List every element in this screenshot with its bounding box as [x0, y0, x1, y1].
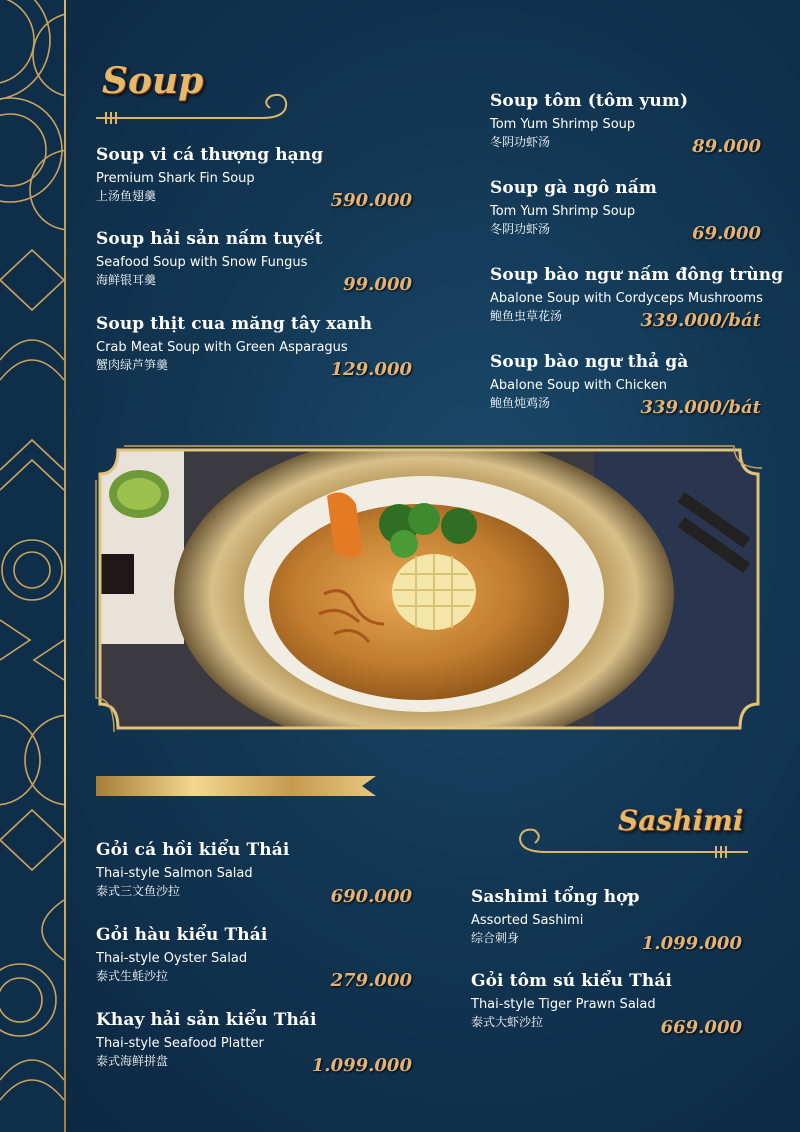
item-zh-name: 冬阴功虾汤 [490, 222, 551, 236]
menu-item [96, 145, 323, 204]
item-en-name: Thai-style Seafood Platter [96, 1036, 264, 1051]
menu-item [96, 840, 289, 899]
item-en-name: Thai-style Salmon Salad [96, 866, 253, 881]
item-en-name: Tom Yum Shrimp Soup [490, 204, 636, 219]
soup-title-flourish [96, 92, 292, 126]
item-vn-name: Soup hải sản nấm tuyết [96, 229, 323, 249]
item-vn-name: Soup gà ngô nấm [490, 178, 657, 198]
left-gold-line [64, 0, 66, 1132]
item-price: 89.000 [692, 136, 761, 157]
item-vn-name: Sashimi tổng hợp [471, 887, 640, 907]
item-price: 669.000 [660, 1017, 742, 1038]
item-zh-name: 泰式生蚝沙拉 [96, 969, 169, 983]
menu-item [471, 887, 640, 946]
menu-item [471, 971, 672, 1030]
item-zh-name: 泰式海鲜拼盘 [96, 1054, 169, 1068]
item-en-name: Thai-style Oyster Salad [96, 951, 248, 966]
item-vn-name: Gỏi cá hồi kiểu Thái [96, 840, 290, 860]
item-price: 339.000/bát [640, 310, 761, 331]
item-zh-name: 综合刺身 [471, 931, 520, 945]
item-en-name: Premium Shark Fin Soup [96, 171, 255, 186]
item-en-name: Seafood Soup with Snow Fungus [96, 255, 308, 270]
item-zh-name: 蟹肉绿芦笋羹 [96, 358, 169, 372]
soup-title: Soup [102, 60, 204, 102]
item-zh-name: 泰式三文鱼沙拉 [96, 884, 181, 898]
item-price: 129.000 [330, 359, 412, 380]
menu-item [96, 229, 323, 288]
item-en-name: Abalone Soup with Chicken [490, 378, 667, 393]
item-zh-name: 鲍鱼虫草花汤 [490, 309, 563, 323]
item-price: 279.000 [330, 970, 412, 991]
menu-item [96, 1010, 317, 1069]
item-price: 590.000 [330, 190, 412, 211]
item-en-name: Abalone Soup with Cordyceps Mushrooms [490, 291, 763, 306]
item-vn-name: Soup bào ngư thả gà [490, 352, 689, 372]
menu-item [490, 178, 657, 237]
item-en-name: Crab Meat Soup with Green Asparagus [96, 340, 348, 355]
item-zh-name: 冬阴功虾汤 [490, 135, 551, 149]
art-deco-pattern [0, 0, 66, 1132]
gold-ribbon-bar [96, 776, 378, 798]
item-vn-name: Soup bào ngư nấm đông trùng [490, 265, 784, 285]
item-en-name: Assorted Sashimi [471, 913, 584, 928]
soup-bowl-photo [94, 444, 764, 734]
item-vn-name: Soup tôm (tôm yum) [490, 91, 689, 111]
item-zh-name: 鲍鱼炖鸡汤 [490, 396, 551, 410]
item-vn-name: Gỏi hàu kiểu Thái [96, 925, 268, 945]
item-price: 69.000 [692, 223, 761, 244]
menu-item [490, 91, 688, 150]
item-price: 99.000 [343, 274, 412, 295]
item-zh-name: 上汤鱼翅羹 [96, 189, 157, 203]
item-vn-name: Khay hải sản kiểu Thái [96, 1010, 317, 1030]
item-price: 1.099.000 [311, 1055, 412, 1076]
item-price: 339.000/bát [640, 397, 761, 418]
sashimi-title-flourish [516, 826, 750, 862]
sashimi-title: Sashimi [618, 804, 744, 837]
item-zh-name: 海鲜银耳羹 [96, 273, 157, 287]
item-price: 1.099.000 [641, 933, 742, 954]
item-en-name: Thai-style Tiger Prawn Salad [471, 997, 656, 1012]
item-price: 690.000 [330, 886, 412, 907]
menu-item [96, 925, 267, 984]
item-zh-name: 泰式大虾沙拉 [471, 1015, 544, 1029]
item-vn-name: Soup vi cá thượng hạng [96, 145, 324, 165]
item-vn-name: Soup thịt cua măng tây xanh [96, 314, 373, 334]
item-en-name: Tom Yum Shrimp Soup [490, 117, 636, 132]
item-vn-name: Gỏi tôm sú kiểu Thái [471, 971, 672, 991]
